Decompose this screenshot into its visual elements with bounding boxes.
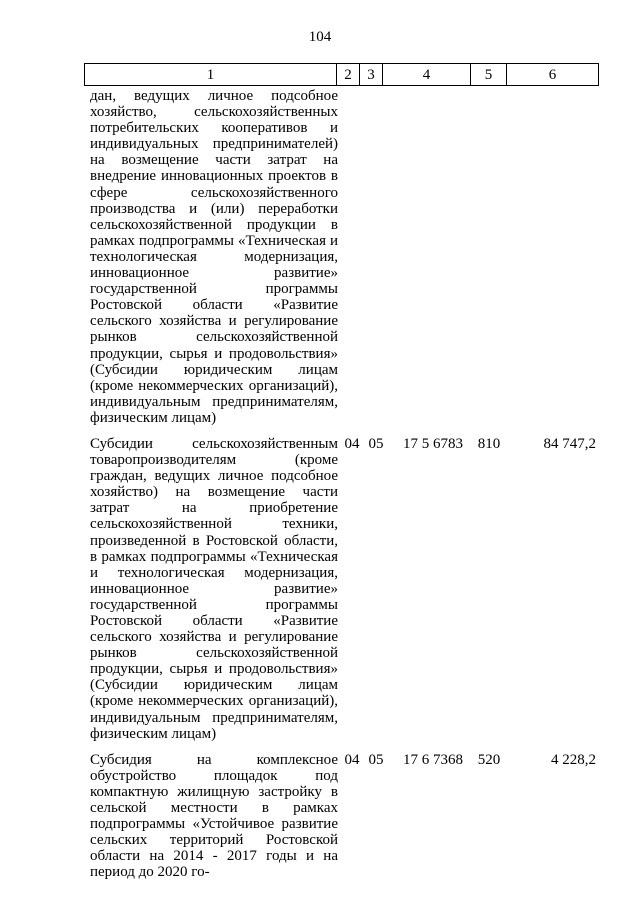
header-col-1: 1 <box>85 64 337 86</box>
header-col-4: 4 <box>383 64 471 86</box>
header-col-3: 3 <box>360 64 383 86</box>
table-row <box>84 88 599 426</box>
row-target-article: 17 6 7368 <box>403 751 463 768</box>
row-description: Субсидии сельскохозяйственным товаропроизводителям (кроме граждан, ведущих личное подсобное хозяйство) на возмещение части затрат на приобретение сельскохозяйственной техники, произведенной в Ростовской области, в рамках подпрограммы «Техническая и технологическая модернизация, инновационное развитие» государственной программы Ростовской области «Развитие сельского хозяйства и регулирование рынков сельскохозяйственной продукции, сырья и продовольствия» (Субсидии юридическим лицам (кроме некоммерческих организаций), индивидуальным предпринимателям, физическим лицам) <box>90 435 338 742</box>
row-expense-type: 810 <box>477 435 501 452</box>
row-target-article: 17 5 6783 <box>403 435 463 452</box>
row-amount: 4 228,2 <box>551 751 596 768</box>
page-number: 104 <box>308 29 332 45</box>
table-header <box>84 63 599 86</box>
row-description: дан, ведущих личное подсобное хозяйство, сельскохозяйственных потребительских кооперативов и индивидуальных предпринимателей) на возмещение части затрат на внедрение инновационных проектов в сфере сельскохозяйственного производства и (или) переработки сельскохозяйственной продукции в рамках подпрограммы «Техническая и технологическая модернизация, инновационное развитие» государственной программы Ростовской области «Развитие сельского хозяйства и регулирование рынков сельскохозяйственной продукции, сырья и продовольствия» (Субсидии юридическим лицам (кроме некоммерческих организаций), индивидуальным предпринимателям, физическим лицам) <box>90 88 338 426</box>
header-col-6: 6 <box>507 64 599 86</box>
header-col-2: 2 <box>337 64 360 86</box>
row-section: 04 <box>344 751 360 768</box>
row-amount: 84 747,2 <box>543 435 596 452</box>
row-description: Субсидия на комплексное обустройство площадок под компактную жилищную застройку в сельской местности в рамках подпрограммы «Устойчивое развитие сельских территорий Ростовской области на 2014 - 2017 годы и на период до 2020 го- <box>90 751 338 881</box>
row-section: 04 <box>344 435 360 452</box>
row-subsection: 05 <box>368 435 384 452</box>
row-subsection: 05 <box>368 751 384 768</box>
table-row <box>84 436 599 742</box>
table-body <box>84 88 599 891</box>
row-expense-type: 520 <box>477 751 501 768</box>
table-row <box>84 752 599 881</box>
header-col-5: 5 <box>471 64 507 86</box>
